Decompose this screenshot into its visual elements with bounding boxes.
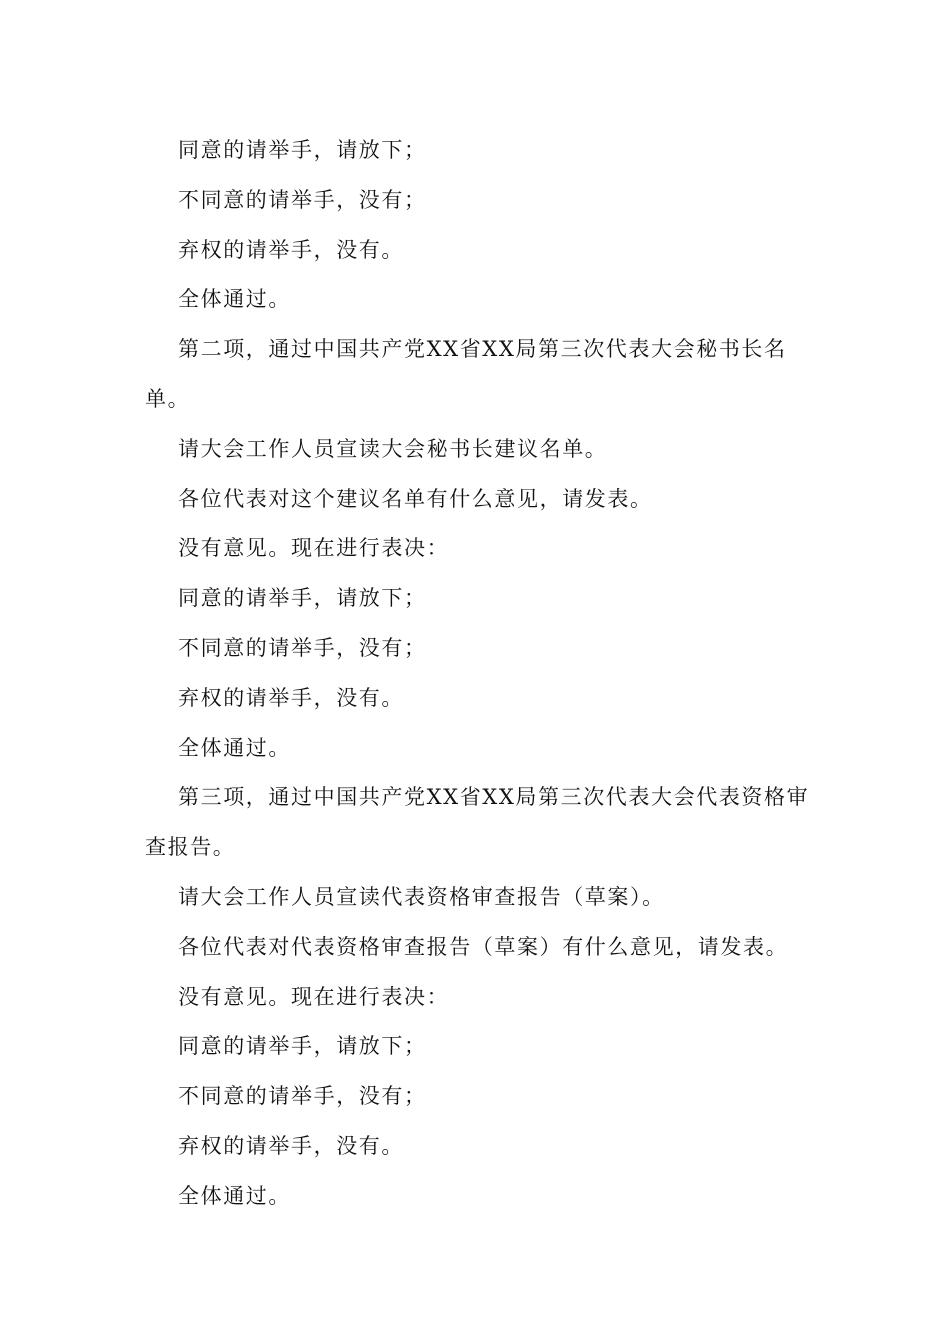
paragraph: 请大会工作人员宣读大会秘书长建议名单。 [178, 436, 608, 461]
paragraph: 各位代表对代表资格审查报告（草案）有什么意见，请发表。 [178, 934, 789, 959]
paragraph: 不同意的请举手，没有； [178, 1084, 427, 1109]
paragraph: 第三项，通过中国共产党XX省XX局第三次代表大会代表资格审查报告。 [145, 785, 810, 860]
paragraph: 全体通过。 [178, 735, 291, 760]
paragraph: 弃权的请举手，没有。 [178, 1133, 404, 1158]
paragraph: 请大会工作人员宣读代表资格审查报告（草案）。 [178, 884, 665, 909]
paragraph: 弃权的请举手，没有。 [178, 237, 404, 262]
paragraph: 各位代表对这个建议名单有什么意见，请发表。 [178, 486, 653, 511]
paragraph: 不同意的请举手，没有； [178, 187, 427, 212]
paragraph: 同意的请举手，请放下； [178, 138, 427, 162]
document-body [145, 126, 810, 1222]
paragraph: 第二项，通过中国共产党XX省XX局第三次代表大会秘书长名单。 [145, 337, 787, 411]
paragraph: 没有意见。现在进行表决： [178, 536, 450, 561]
paragraph: 同意的请举手，请放下； [178, 586, 427, 611]
paragraph: 不同意的请举手，没有； [178, 635, 427, 660]
paragraph: 全体通过。 [178, 1183, 291, 1208]
paragraph: 全体通过。 [178, 287, 291, 312]
paragraph: 弃权的请举手，没有。 [178, 685, 404, 710]
paragraph: 没有意见。现在进行表决： [178, 984, 450, 1009]
paragraph: 同意的请举手，请放下； [178, 1034, 427, 1059]
